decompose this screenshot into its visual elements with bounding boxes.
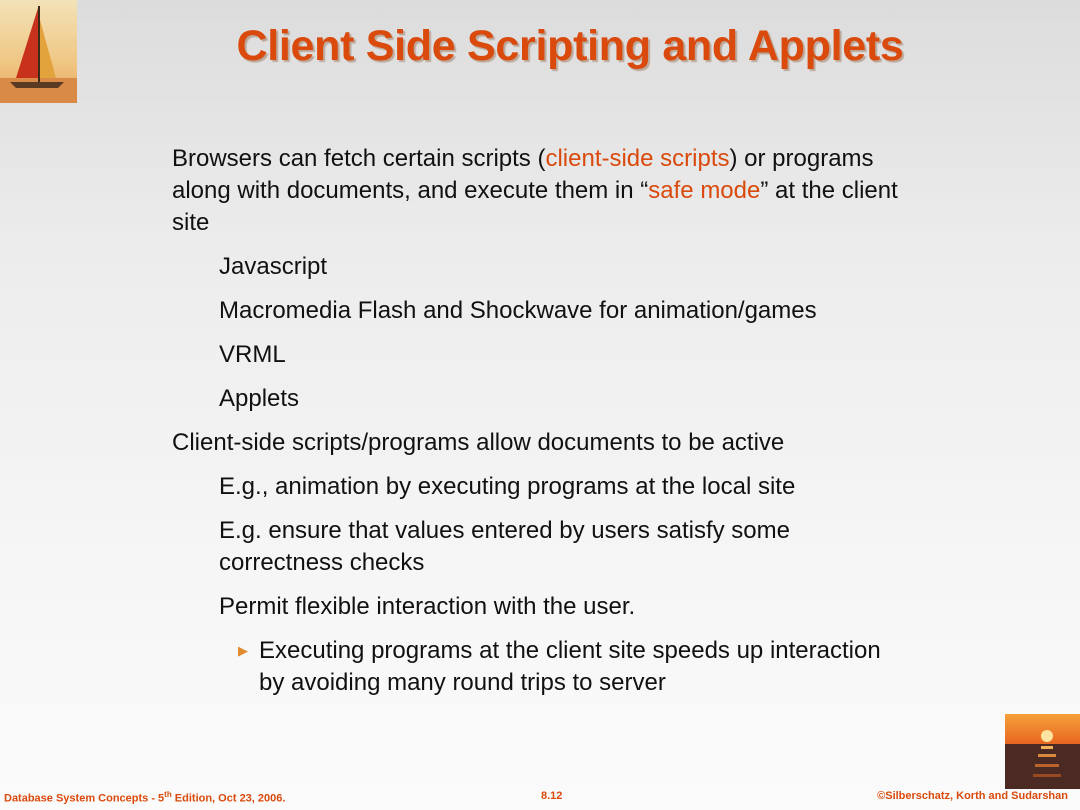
sunset-logo	[1005, 714, 1080, 789]
slide-body	[172, 143, 912, 711]
highlight-client-side-scripts: client-side scripts	[545, 145, 730, 172]
triangle-bullet-icon: ▶	[238, 643, 248, 658]
footer-copyright: ©Silberschatz, Korth and Sudarshan	[877, 790, 1068, 802]
bullet-client-side-programs: Client-side scripts/programs allow documents to be active	[172, 429, 785, 456]
sub-bullet-applets: Applets	[219, 385, 300, 412]
sub-bullet-interaction: Permit flexible interaction with the user.	[219, 593, 636, 620]
sub-bullet-correctness: E.g. ensure that values entered by users satisfy some correctness checks	[219, 517, 790, 576]
sub-bullet-flash: Macromedia Flash and Shockwave for animation/games	[219, 297, 817, 324]
footer-page-number: 8.12	[541, 790, 563, 802]
sub-bullet-animation: E.g., animation by executing programs at the local site	[219, 473, 796, 500]
highlight-safe-mode: safe mode	[648, 177, 761, 204]
footer-edition: Database System Concepts - 5th Edition, Oct 23, 2006.	[4, 790, 286, 805]
bullet-browsers: Browsers can fetch certain scripts (client-side scripts) or programs along with documents, and execute them in “safe mode” at the client site	[172, 145, 898, 236]
sub-bullet-vrml: VRML	[219, 341, 286, 368]
slide-footer	[0, 790, 1080, 810]
slide-title: Client Side Scripting and Applets	[236, 22, 904, 70]
sub-bullet-javascript: Javascript	[219, 253, 328, 280]
sub-sub-bullet-speed: ▶ Executing programs at the client site speeds up interaction by avoiding many round trips to server	[238, 637, 881, 696]
